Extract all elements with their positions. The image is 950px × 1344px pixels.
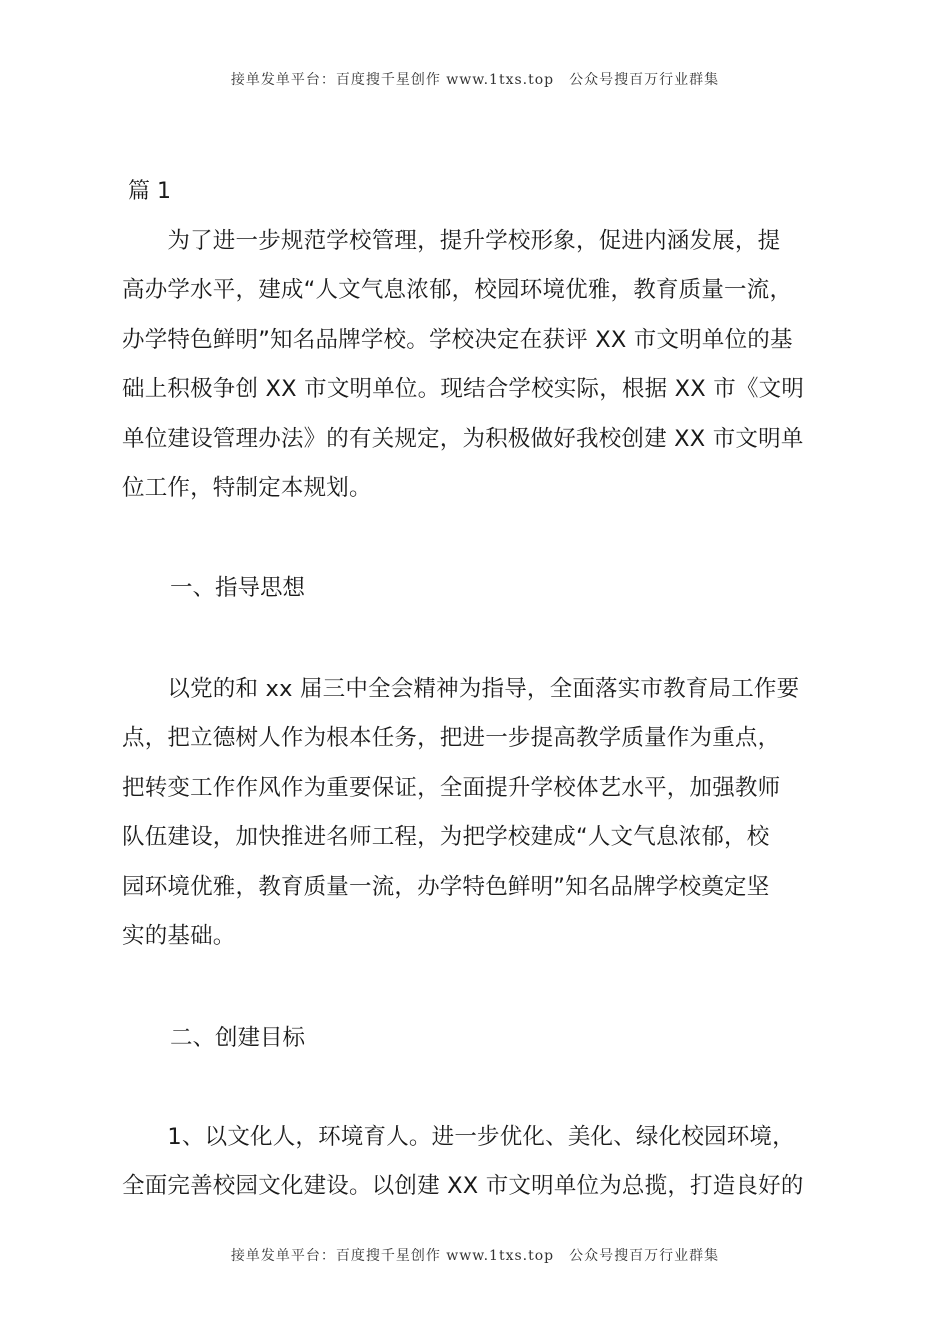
creation-goals-item-1 xyxy=(122,1113,842,1212)
paragraph-line: 高办学水平，建成“人文气息浓郁，校园环境优雅，教育质量一流， xyxy=(122,277,793,304)
intro-paragraph xyxy=(122,217,842,513)
paragraph-line: 点，把立德树人作为根本任务，把进一步提高教学质量作为重点， xyxy=(122,725,781,752)
document-label: 篇 1 xyxy=(128,179,171,204)
paragraph-line: 单位建设管理办法》的有关规定，为积极做好我校创建 XX 市文明单 xyxy=(122,425,804,452)
paragraph-line: 1、以文化人，环境育人。进一步优化、美化、绿化校园环境， xyxy=(122,1124,795,1150)
paragraph-line: 实的基础。 xyxy=(122,923,236,950)
paragraph-line: 以党的和 xx 届三中全会精神为指导，全面落实市教育局工作要 xyxy=(122,676,800,702)
paragraph-line: 位工作，特制定本规划。 xyxy=(122,475,372,502)
paragraph-line: 办学特色鲜明”知名品牌学校。学校决定在获评 XX 市文明单位的基 xyxy=(122,326,793,353)
paragraph-line: 全面完善校园文化建设。以创建 XX 市文明单位为总揽，打造良好的 xyxy=(122,1173,804,1200)
guiding-ideology-paragraph xyxy=(122,665,842,961)
paragraph-line: 园环境优雅，教育质量一流，办学特色鲜明”知名品牌学校奠定坚 xyxy=(122,873,770,900)
paragraph-line: 把转变工作作风作为重要保证，全面提升学校体艺水平，加强教师 xyxy=(122,774,781,801)
paragraph-line: 队伍建设，加快推进名师工程，为把学校建成“人文气息浓郁，校 xyxy=(122,824,770,851)
section-heading-creation-goals: 二、创建目标 xyxy=(170,1025,306,1051)
section-heading-guiding-ideology: 一、指导思想 xyxy=(170,575,306,601)
page-header: 接单发单平台：百度搜千星创作 www.1txs.top 公众号搜百万行业群集 xyxy=(230,72,720,88)
paragraph-line: 础上积极争创 XX 市文明单位。现结合学校实际，根据 XX 市《文明 xyxy=(122,376,805,403)
page-footer: 接单发单平台：百度搜千星创作 www.1txs.top 公众号搜百万行业群集 xyxy=(230,1248,720,1264)
paragraph-line: 为了进一步规范学校管理，提升学校形象，促进内涵发展，提 xyxy=(122,228,781,254)
